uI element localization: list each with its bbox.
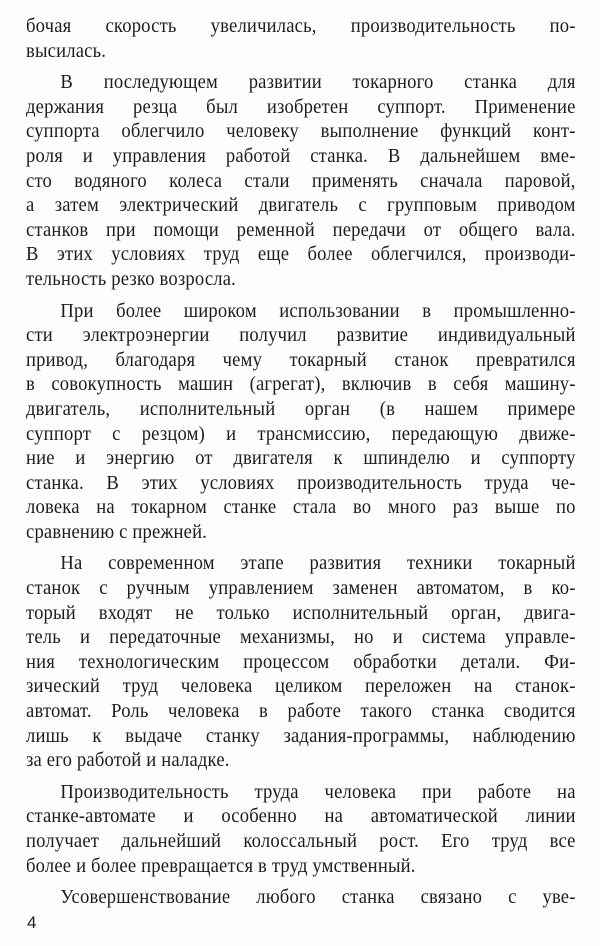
text-line: в совокупность машин (агрегат), включив в себя машину- [26,373,576,396]
text-line: станок с ручным управлением заменен автоматом, в ко- [26,577,576,600]
text-line: высилась. [26,39,107,62]
paragraph-6 [26,885,576,910]
paragraph-1 [26,14,576,63]
text-line: В этих условиях труд еще более облегчился, производи- [26,243,576,266]
paragraph-4 [26,551,576,772]
text-line: суппорт с резцом) и трансмиссию, передающую движе- [26,422,576,445]
text-line: На современном этапе развития техники токарный [60,552,576,575]
text-line: а затем электрический двигатель с групповым приводом [26,194,576,217]
text-line: станков при помощи ременной передачи от общего вала. [26,218,576,241]
text-line: торый входят не только исполнительный орган, двига- [26,601,576,624]
text-line: более и более превращается в труд умственный. [26,854,416,877]
text-line: ние и энергию от двигателя к шпинделю и суппорту [26,447,576,470]
text-line: сто водяного колеса стали применять сначала паровой, [26,169,576,192]
paragraph-5 [26,780,576,878]
text-line: держания резца был изобретен суппорт. Применение [26,95,576,118]
text-line: сравнению с прежней. [26,520,208,543]
text-line: ния технологическим процессом обработки детали. Фи- [26,650,576,673]
text-line: роля и управления работой станка. В дальнейшем вме- [26,144,576,167]
text-line: за его работой и наладке. [26,749,230,772]
text-line: Производительность труда человека при работе на [60,780,576,803]
text-line: автомат. Роль человека в работе такого станка сводится [26,700,576,723]
text-line: тельность резко возросла. [26,267,237,290]
page-number: 4 [27,913,37,932]
paragraph-2 [26,70,576,291]
text-line: станка. В этих условиях производительность труда че- [26,471,576,494]
text-line: станке-автомате и особенно на автоматической линии [26,805,576,828]
text-line: бочая скорость увеличилась, производительность по- [26,15,576,37]
text-line: ловека на токарном станке стала во много раз выше по [26,496,576,519]
text-line: сти электроэнергии получил развитие индивидуальный [26,324,576,347]
text-line: лишь к выдаче станку задания-программы, наблюдению [26,724,576,747]
text-line: получает дальнейший колоссальный рост. Его труд все [26,830,576,852]
text-line: привод, благодаря чему токарный станок превратился [26,348,576,371]
text-line: Усовершенствование любого станка связано с уве- [60,886,576,909]
text-line: При более широком использовании в промышленно- [60,299,576,322]
text-line: суппорта облегчило человеку выполнение функций конт- [26,120,576,143]
page-body [26,14,576,917]
text-line: зический труд человека целиком переложен на станок- [26,675,576,698]
paragraph-3 [26,299,576,545]
text-line: В последующем развитии токарного станка для [60,71,576,94]
text-line: двигатель, исполнительный орган (в нашем примере [26,397,576,420]
text-line: тель и передаточные механизмы, но и система управле- [26,626,576,649]
